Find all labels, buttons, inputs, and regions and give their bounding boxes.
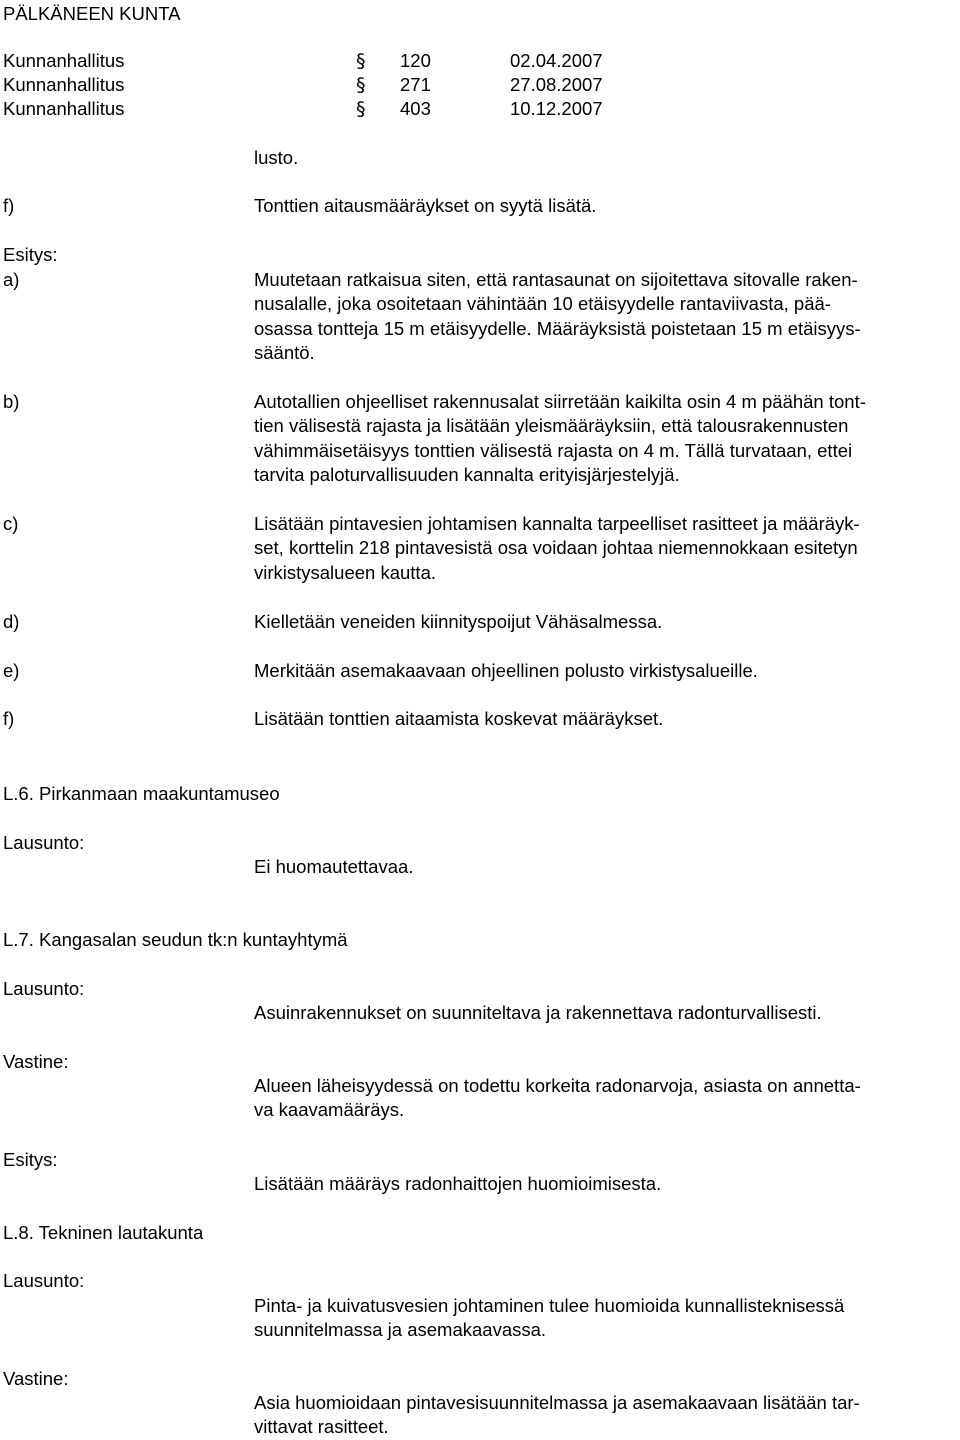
meeting-body: Kunnanhallitus	[3, 74, 125, 95]
item-label: f)	[3, 195, 15, 216]
continuation-text: lusto.	[254, 147, 299, 168]
municipality-title: PÄLKÄNEEN KUNTA	[3, 3, 181, 24]
svg-text:§: §	[356, 98, 366, 120]
meeting-date: 27.08.2007	[510, 74, 603, 95]
lausunto-label: Lausunto:	[3, 1270, 85, 1291]
lausunto-label: Lausunto:	[3, 832, 85, 853]
svg-text:§: §	[356, 50, 366, 72]
proposal-label: b)	[3, 391, 20, 412]
proposal-label: e)	[3, 660, 20, 681]
meeting-date: 10.12.2007	[510, 98, 603, 119]
lausunto-label: Lausunto:	[3, 978, 85, 999]
meeting-number: 120	[400, 50, 431, 71]
meeting-number: 403	[400, 98, 431, 119]
meeting-body: Kunnanhallitus	[3, 98, 125, 119]
esitys-label: Esitys:	[3, 244, 58, 265]
meeting-date: 02.04.2007	[510, 50, 603, 71]
meeting-body: Kunnanhallitus	[3, 50, 125, 71]
proposal-text: Lisätään pintavesien johtamisen kannalta tarpeelliset rasitteet ja määräyk- set, korttelin 218 pintavesistä osa voidaan johtaa niemennokkaan esitetyn virkistysalueen kautta.	[254, 513, 860, 583]
section-heading: L.8. Tekninen lautakunta	[3, 1222, 204, 1243]
proposal-text: Kielletään veneiden kiinnityspoijut Vähäsalmessa.	[254, 611, 663, 632]
vastine-label: Vastine:	[3, 1368, 69, 1389]
proposal-label: a)	[3, 269, 20, 290]
lausunto-text: Ei huomautettavaa.	[254, 856, 414, 877]
proposal-text: Muutetaan ratkaisua siten, että rantasaunat on sijoitettava sitovalle raken- nusalalle, joka osoitetaan vähintään 10 etäisyydelle rantaviivasta, pää- osassa tontteja 15 m etäisyydelle. Määräyksistä poistetaan 15 m etäisyys- sääntö.	[254, 269, 861, 363]
item-text: Tonttien aitausmääräykset on syytä lisätä.	[254, 195, 597, 216]
proposal-text: Lisätään tonttien aitaamista koskevat määräykset.	[254, 708, 664, 729]
proposal-label: c)	[3, 513, 19, 534]
lausunto-text: Pinta- ja kuivatusvesien johtaminen tulee huomioida kunnallisteknisessä suunnitelmassa ja asemakaavassa.	[254, 1295, 845, 1341]
proposal-text: Merkitään asemakaavaan ohjeellinen polusto virkistysalueille.	[254, 660, 758, 681]
proposal-label: d)	[3, 611, 20, 632]
esitys-label: Esitys:	[3, 1149, 58, 1170]
section-sign-icon	[355, 98, 369, 120]
svg-text:§: §	[356, 74, 366, 96]
section-heading: L.6. Pirkanmaan maakuntamuseo	[3, 783, 280, 804]
section-sign-icon	[355, 74, 369, 96]
proposal-text: Autotallien ohjeelliset rakennusalat siirretään kaikilta osin 4 m päähän tont- tien välisestä rajasta ja lisätään yleismääräyksiin, että talousrakennusten vähimmäisetäisyys tonttien välisestä rajasta on 4 m. Tällä turvataan, ettei tarvita paloturvallisuuden kannalta erityisjärjestelyjä.	[254, 391, 866, 485]
vastine-text: Asia huomioidaan pintavesisuunnitelmassa ja asemakaavaan lisätään tar- vittavat rasitteet.	[254, 1392, 860, 1438]
esitys-text: Lisätään määräys radonhaittojen huomioimisesta.	[254, 1173, 662, 1194]
section-sign-icon	[355, 50, 369, 72]
vastine-label: Vastine:	[3, 1051, 69, 1072]
proposal-label: f)	[3, 708, 15, 729]
vastine-text: Alueen läheisyydessä on todettu korkeita radonarvoja, asiasta on annetta- va kaavamääräys.	[254, 1075, 861, 1121]
section-heading: L.7. Kangasalan seudun tk:n kuntayhtymä	[3, 929, 348, 950]
lausunto-text: Asuinrakennukset on suunniteltava ja rakennettava radonturvallisesti.	[254, 1002, 822, 1023]
meeting-number: 271	[400, 74, 431, 95]
